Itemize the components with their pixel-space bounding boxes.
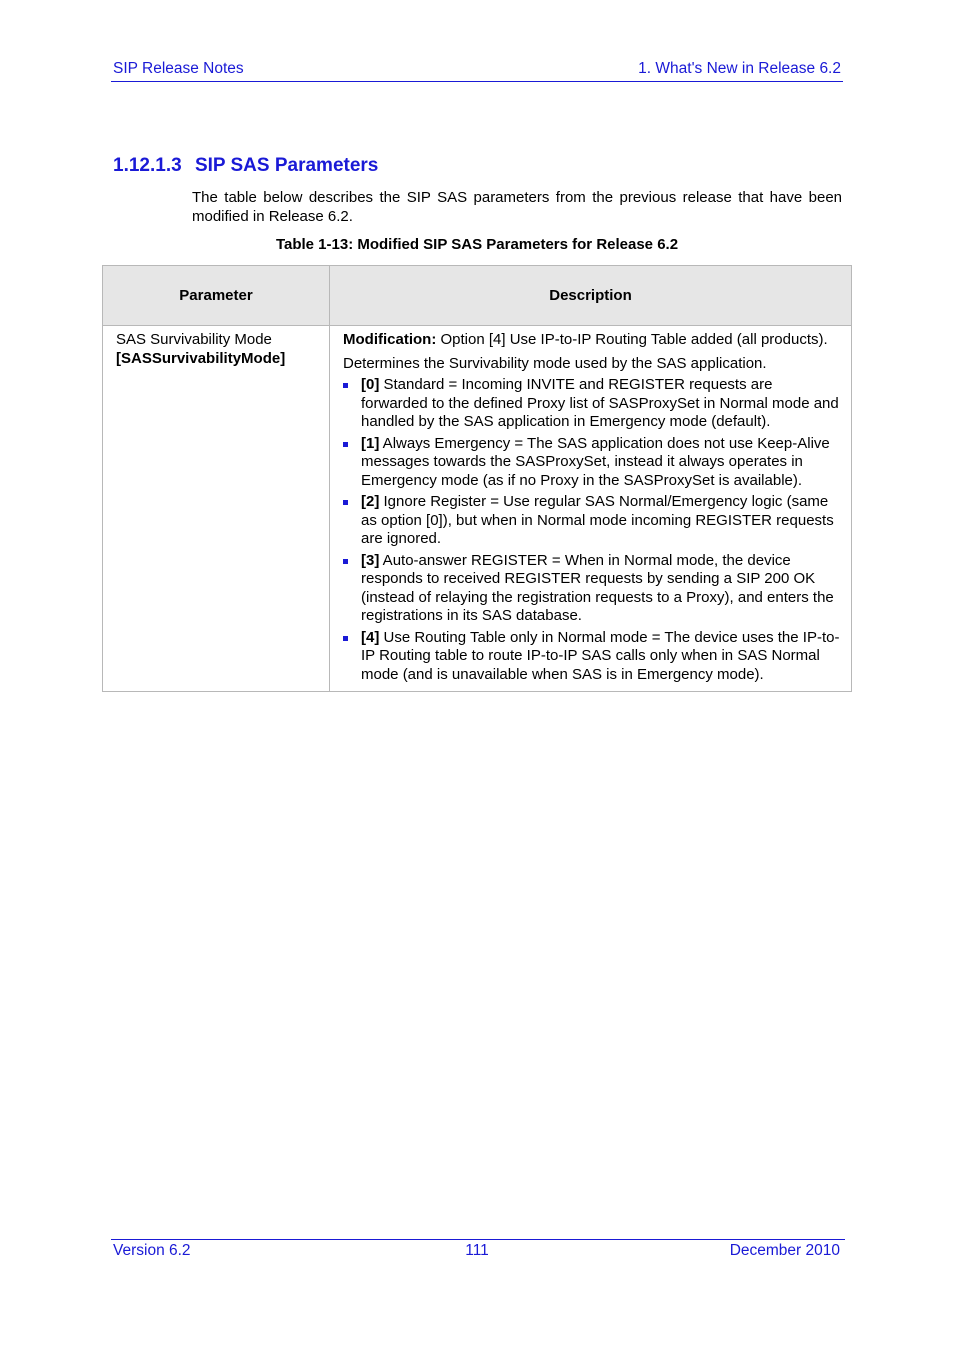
bullet-icon: [343, 442, 348, 447]
bullet-icon: [343, 559, 348, 564]
bullet-icon: [343, 636, 348, 641]
header-rule: [111, 81, 843, 82]
option-text: Auto-answer REGISTER = When in Normal mode, the device responds to received REGISTER requests by sending a SIP 200 OK (instead of relaying the registration requests to a Proxy), and enters the registrations in its SAS database.: [361, 551, 834, 624]
footer-version: Version 6.2: [113, 1242, 191, 1259]
option-code: [3]: [361, 551, 380, 569]
option-list: [343, 376, 841, 684]
list-item: [343, 376, 841, 432]
list-item: [343, 493, 841, 549]
column-header-description: Description: [330, 266, 852, 326]
list-item: [343, 629, 841, 685]
modification-text: Option [4] Use IP-to-IP Routing Table added (all products).: [436, 331, 828, 348]
intro-paragraph: The table below describes the SIP SAS parameters from the previous release that have been modified in Release 6.2.: [192, 189, 842, 225]
header-doc-title: SIP Release Notes: [113, 60, 244, 77]
section-heading: [113, 155, 378, 177]
footer-rule: [111, 1239, 845, 1240]
parameters-table: [102, 265, 852, 692]
bullet-icon: [343, 500, 348, 505]
header-chapter-title: 1. What's New in Release 6.2: [638, 60, 841, 77]
description-text: Determines the Survivability mode used by the SAS application.: [343, 354, 767, 372]
table-header-row: [103, 266, 852, 326]
modification-note: [343, 331, 841, 350]
parameter-key: [SASSurvivabilityMode]: [116, 349, 286, 367]
section-number: 1.12.1.3: [113, 155, 182, 176]
option-text: Ignore Register = Use regular SAS Normal/Emergency logic (same as option [0]), but when in Normal mode incoming REGISTER requests are ignored.: [361, 493, 834, 547]
bullet-icon: [343, 383, 348, 388]
option-text: Always Emergency = The SAS application does not use Keep-Alive messages towards the SASProxySet, instead it always operates in Emergency mode (as if no Proxy in the SASProxySet is available).: [361, 434, 830, 489]
parameter-name: SAS Survivability Mode: [116, 331, 272, 348]
option-code: [4]: [361, 628, 380, 646]
option-code: [2]: [361, 493, 380, 510]
list-item: [343, 552, 841, 626]
description-cell: [330, 326, 852, 692]
table-row: [103, 326, 852, 692]
option-code: [0]: [361, 376, 380, 393]
column-header-parameter: Parameter: [103, 266, 330, 326]
list-item: [343, 435, 841, 491]
modification-label: Modification:: [343, 331, 437, 348]
section-title: SIP SAS Parameters: [194, 155, 379, 176]
option-text: Standard = Incoming INVITE and REGISTER requests are forwarded to the defined Proxy list of SASProxySet in Normal mode and handled by the SAS application in Emergency mode (default).: [361, 376, 839, 430]
option-text: Use Routing Table only in Normal mode = The device uses the IP-to-IP Routing table to route IP-to-IP SAS calls only when in SAS Normal mode (and is unavailable when SAS is in Emergency mode).: [361, 628, 840, 683]
option-code: [1]: [361, 434, 380, 452]
parameter-cell: [103, 326, 330, 692]
footer-date: December 2010: [729, 1242, 840, 1259]
table-caption: Table 1-13: Modified SIP SAS Parameters for Release 6.2: [275, 236, 679, 253]
footer-page-number: 111: [465, 1242, 489, 1259]
